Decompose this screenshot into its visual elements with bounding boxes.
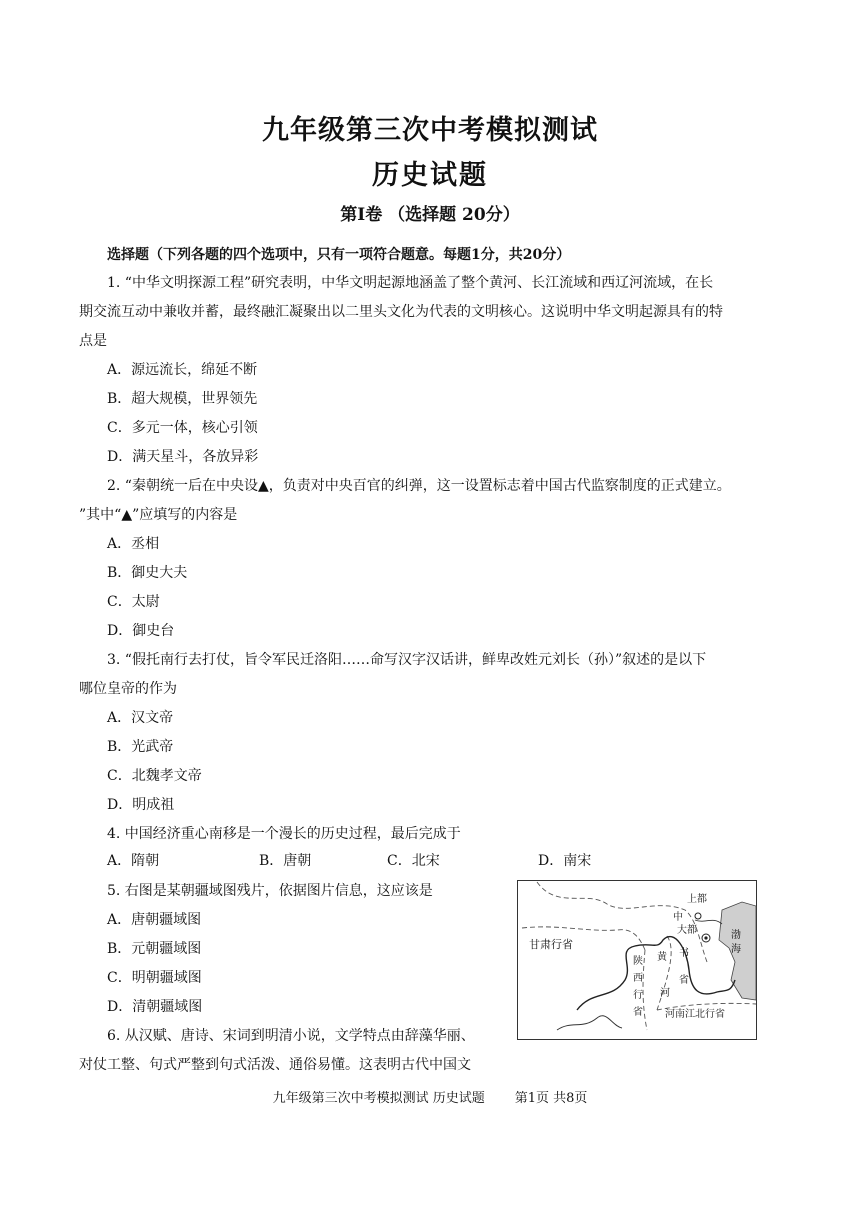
dadu-marker-inner	[704, 936, 707, 939]
label-bohai-1: 渤	[731, 930, 741, 941]
question-1-option-d[interactable]: D．满天星斗，各放异彩	[107, 449, 259, 465]
question-1-stem-line-2: 期交流互动中兼收并蓄，最终融汇凝聚出以二里头文化为代表的文明核心。这说明中华文明起源具有的特	[79, 304, 723, 320]
question-4-option-d[interactable]: D．南宋	[538, 853, 592, 869]
question-5-option-a[interactable]: A．唐朝疆域图	[107, 912, 202, 928]
question-3-stem-line-1: 3. “假托南行去打仗，旨令军民迁洛阳……命写汉字汉话讲，鲜卑改姓元刘长（孙）”叙述的是以下	[107, 652, 707, 668]
question-2-stem-line-2: ”其中“▲”应填写的内容是	[79, 507, 238, 523]
question-2-option-b[interactable]: B．御史大夫	[107, 565, 188, 581]
question-1-stem-line-3: 点是	[79, 333, 107, 349]
label-sheng: 省	[679, 975, 689, 986]
question-5-stem-line-1: 5. 右图是某朝疆域图残片，依据图片信息，这应该是	[107, 883, 433, 899]
question-6-stem-line-2: 对仗工整、句式严整到句式活泼、通俗易懂。这表明古代中国文	[79, 1057, 471, 1073]
question-2-option-a[interactable]: A．丞相	[107, 536, 160, 552]
label-shaanxi-3: 行	[633, 990, 643, 1001]
section-instructions: 选择题（下列各题的四个选项中，只有一项符合题意。每题1分，共20分）	[107, 247, 571, 263]
question-4-option-c[interactable]: C．北宋	[387, 853, 440, 869]
label-henan: 河南江北行省	[665, 1009, 725, 1020]
question-5-option-c[interactable]: C．明朝疆域图	[107, 970, 202, 986]
question-3-option-d[interactable]: D．明成祖	[107, 797, 175, 813]
question-3-option-a[interactable]: A．汉文帝	[107, 710, 174, 726]
question-2-option-d[interactable]: D．御史台	[107, 623, 175, 639]
label-shangdu: 上都	[687, 894, 707, 905]
question-3-option-b[interactable]: B．光武帝	[107, 739, 174, 755]
shangdu-marker	[695, 913, 701, 919]
label-dadu: 大都	[677, 925, 697, 936]
section-title: 第Ⅰ卷 （选择题 20分）	[340, 205, 520, 225]
label-zhong: 中	[673, 912, 683, 923]
exam-subtitle: 历史试题	[372, 160, 488, 191]
label-he: 河	[660, 988, 670, 999]
question-3-option-c[interactable]: C．北魏孝文帝	[107, 768, 202, 784]
label-huang: 黄	[657, 952, 667, 963]
question-4-stem-line-1: 4. 中国经济重心南移是一个漫长的历史过程，最后完成于	[107, 826, 461, 842]
question-1-option-c[interactable]: C．多元一体，核心引领	[107, 420, 258, 436]
label-gansu: 甘肃行省	[529, 938, 573, 951]
page-footer	[0, 1087, 860, 1106]
label-bohai-2: 海	[731, 944, 741, 955]
question-2-stem-line-1: 2. “秦朝统一后在中央设▲，负责对中央百官的纠弹，这一设置标志着中国古代监察制度的正式建立。	[107, 478, 731, 494]
label-shaanxi-2: 西	[633, 973, 643, 984]
footer-page-number: 第1页 共8页	[514, 1091, 588, 1106]
exam-title: 九年级第三次中考模拟测试	[262, 115, 598, 146]
question-5-option-b[interactable]: B．元朝疆域图	[107, 941, 202, 957]
question-6-stem-line-1: 6. 从汉赋、唐诗、宋词到明清小说，文学特点由辞藻华丽、	[107, 1028, 475, 1044]
question-1-option-a[interactable]: A．源远流长，绵延不断	[107, 362, 258, 378]
question-4-option-a[interactable]: A．隋朝	[107, 853, 160, 869]
footer-title: 九年级第三次中考模拟测试 历史试题	[272, 1091, 485, 1106]
question-3-stem-line-2: 哪位皇帝的作为	[79, 681, 177, 697]
label-shaanxi-4: 省	[633, 1007, 643, 1018]
yuan-territory-map	[517, 880, 757, 1040]
question-5-option-d[interactable]: D．清朝疆域图	[107, 999, 203, 1015]
label-shaanxi-1: 陕	[633, 956, 643, 967]
question-1-stem-line-1: 1. “中华文明探源工程”研究表明，中华文明起源地涵盖了整个黄河、长江流域和西辽河流域，在长	[107, 275, 714, 291]
label-shu: 书	[679, 948, 689, 959]
question-1-option-b[interactable]: B．超大规模，世界领先	[107, 391, 258, 407]
question-2-option-c[interactable]: C．太尉	[107, 594, 160, 610]
question-4-option-b[interactable]: B．唐朝	[259, 853, 312, 869]
